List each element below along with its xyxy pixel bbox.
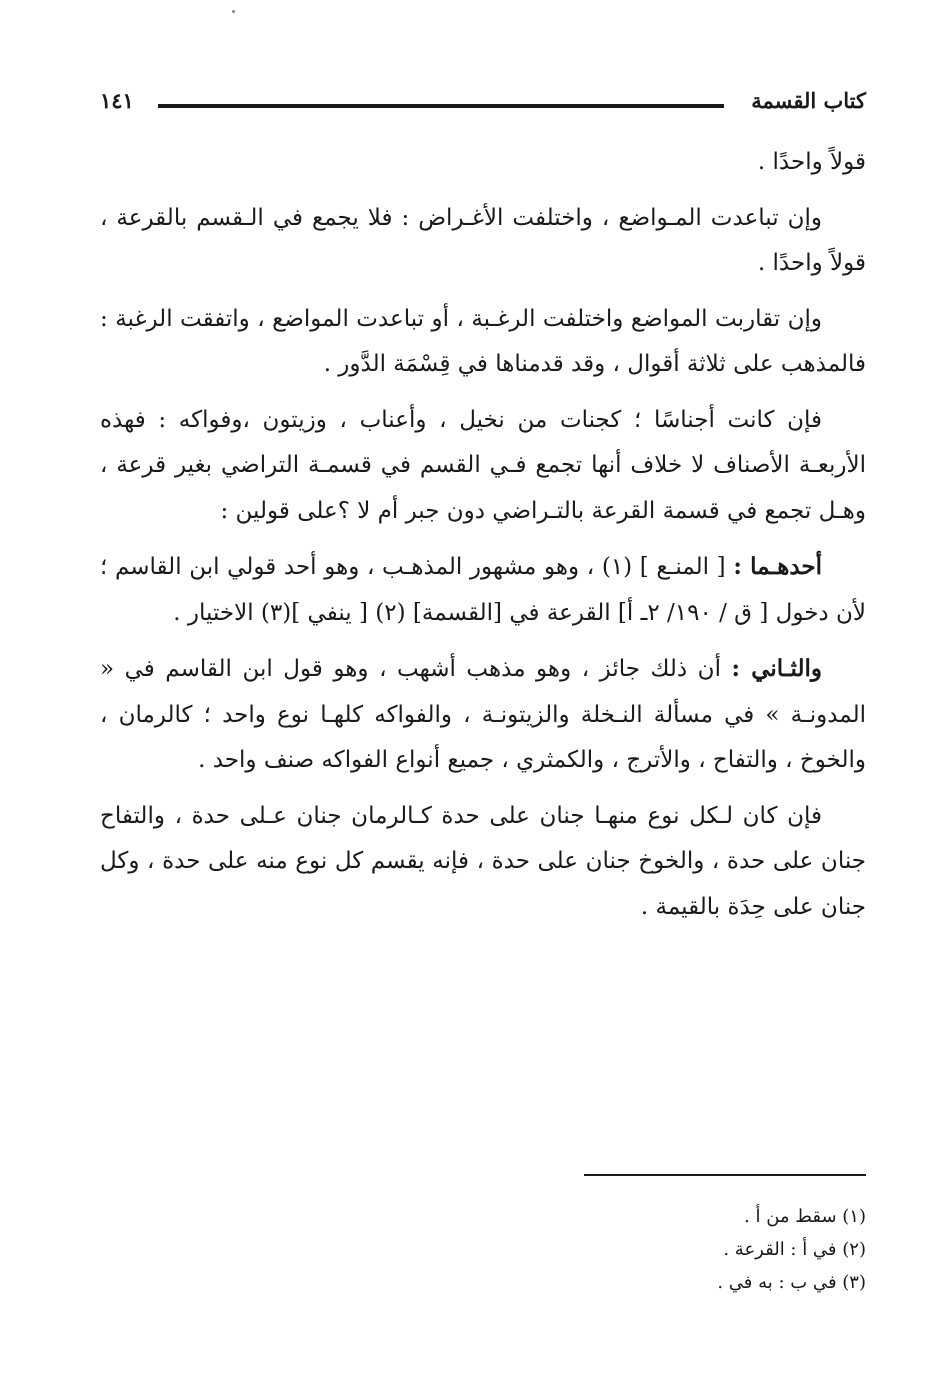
paragraph-text: [ المنـع ] (١) ، وهو مشهور المذهـب ، وهو أحد قولي ابن القاسم ؛ لأن دخول [ ق / ١٩٠/ ٢ـ أ] القرعة في [القسمة] (٢) [ ينفي ](٣) الاختيار . (100, 554, 866, 626)
paragraph (100, 398, 866, 535)
footnote: (١) سقط من أ . (744, 1206, 866, 1227)
footnote: (٣) في ب : به في . (717, 1272, 866, 1293)
paragraph (100, 297, 866, 388)
paragraph (100, 140, 866, 186)
paragraph-lead: والثـاني : (731, 655, 823, 682)
paragraph-text: وإن تقاربت المواضع واختلفت الرغـبة ، أو تباعدت المواضع ، واتفقت الرغبة : فالمذهب على ثلاثة أقوال ، وقد قدمناها في قِسْمَة الدَّور . (100, 305, 866, 377)
paragraph (100, 794, 866, 931)
footnotes (366, 1200, 866, 1299)
paragraph-lead: أحدهـما : (733, 553, 823, 580)
paragraph-text: أن ذلك جائز ، وهو مذهب أشهب ، وهو قول ابن القاسم في « المدونـة » في مسألة النـخلة والزيتونـة ، والفواكه كلهـا نوع واحد ؛ كالرمان ، والخوخ ، والتفاح ، والأترج ، والكمثري ، جميع أنواع الفواكه صنف واحد . (100, 656, 866, 773)
paragraph (100, 196, 866, 287)
paragraph-text: وإن تباعدت المـواضع ، واختلفت الأغـراض : فلا يجمع في الـقسم بالقرعة ، قولاً واحدًا . (100, 204, 866, 276)
running-header (100, 88, 866, 122)
scan-speck (232, 10, 235, 13)
paragraph (100, 646, 866, 784)
paragraph-text: فإن كان لـكل نوع منهـا جنان على حدة كـالرمان جنان عـلى حدة ، والتفاح جنان على حدة ، والخوخ جنان على حدة ، فإنه يقسم كل نوع منه على حدة ، وكل جنان على حِدَة بالقيمة . (100, 802, 866, 920)
chapter-title: كتاب القسمة (751, 88, 866, 113)
footnote-separator (584, 1174, 866, 1176)
header-rule (158, 104, 724, 108)
paragraph (100, 544, 866, 636)
footnote: (٢) في أ : القرعة . (723, 1239, 866, 1260)
page-number: ١٤١ (100, 88, 134, 113)
paragraph-text: قولاً واحدًا . (757, 149, 866, 175)
paragraph-text: فإن كانت أجناسًا ؛ كجنات من نخيل ، وأعناب ، وزيتون ،وفواكه : فهذه الأربعـة الأصناف لا خلاف أنها تجمع فـي القسم في قسمـة التراضي بغير قرعة ، وهـل تجمع في قسمة القرعة بالتـراضي دون جبر أم لا ؟على قولين : (100, 406, 866, 524)
main-text (100, 140, 866, 940)
